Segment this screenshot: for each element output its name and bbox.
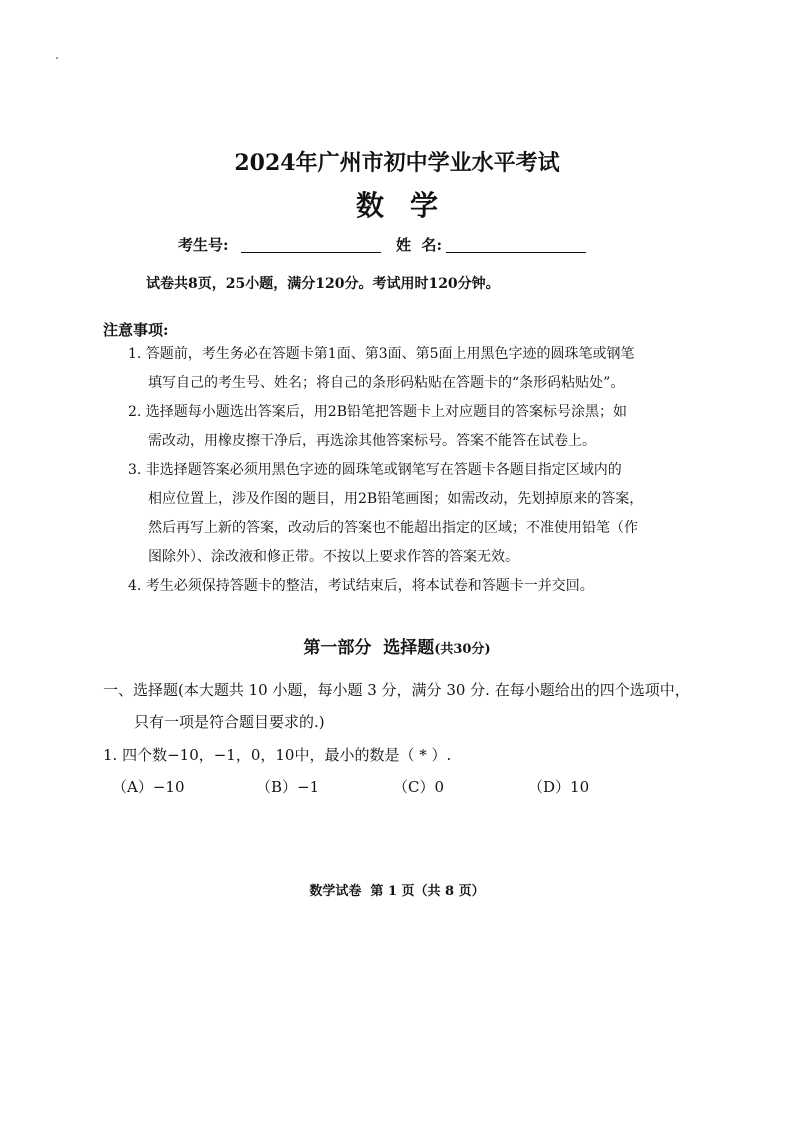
exam-info: 试卷共8页，25小题，满分120分。考试用时120分钟。 (146, 276, 500, 292)
notice-2-line-2: 需改动，用橡皮擦干净后，再选涂其他答案标号。答案不能答在试卷上。 (148, 433, 596, 449)
name-field[interactable] (446, 252, 586, 253)
option-b: （B）−1 (256, 778, 320, 796)
subject-title: 数学 (355, 189, 464, 222)
notice-3-line-2: 相应位置上，涉及作图的题目，用2B铅笔画图；如需改动，先划掉原来的答案， (148, 491, 644, 507)
notice-1-line-2: 填写自己的考生号、姓名；将自己的条形码粘贴在答题卡的“条形码粘贴处”。 (148, 375, 625, 391)
exam-id-label: 考生号: (178, 236, 229, 254)
notice-heading: 注意事项: (103, 321, 169, 339)
exam-title: 2024年广州市初中学业水平考试 (234, 150, 560, 176)
option-c: （C）0 (393, 778, 445, 796)
option-d: （D）10 (528, 778, 590, 796)
notice-1-line-1: 1. 答题前，考生务必在答题卡第1面、第3面、第5面上用黑色字迹的圆珠笔或钢笔 (128, 346, 635, 362)
part-title: 第一部分 选择题 (303, 638, 435, 658)
notice-3-line-3: 然后再写上新的答案，改动后的答案也不能超出指定的区域；不准使用铅笔（作 (148, 520, 638, 536)
question-1-stem: 1. 四个数−10，−1，0，10中，最小的数是（ * ）. (103, 746, 452, 764)
notice-4-line-1: 4. 考生必须保持答题卡的整洁，考试结束后，将本试卷和答题卡一并交回。 (128, 578, 594, 594)
part-score: (共30分) (434, 642, 491, 657)
exam-id-field[interactable] (241, 252, 381, 253)
notice-3-line-1: 3. 非选择题答案必须用黑色字迹的圆珠笔或钢笔写在答题卡各题目指定区域内的 (128, 462, 622, 478)
section-instructions-line-1: 一、选择题(本大题共 10 小题，每小题 3 分，满分 30 分. 在每小题给出的四个选项中， (103, 681, 690, 699)
scan-speck (56, 57, 58, 59)
notice-2-line-1: 2. 选择题每小题选出答案后，用2B铅笔把答题卡上对应题目的答案标号涂黑；如 (128, 404, 628, 420)
notice-3-line-4: 图除外）、涂改液和修正带。不按以上要求作答的答案无效。 (148, 549, 519, 565)
name-label: 姓 名: (396, 236, 442, 254)
page-footer: 数学试卷 第 1 页（共 8 页） (309, 884, 485, 899)
section-instructions-line-2: 只有一项是符合题目要求的.) (134, 713, 325, 731)
part-heading (0, 633, 794, 658)
option-a: （A）−10 (112, 778, 185, 796)
